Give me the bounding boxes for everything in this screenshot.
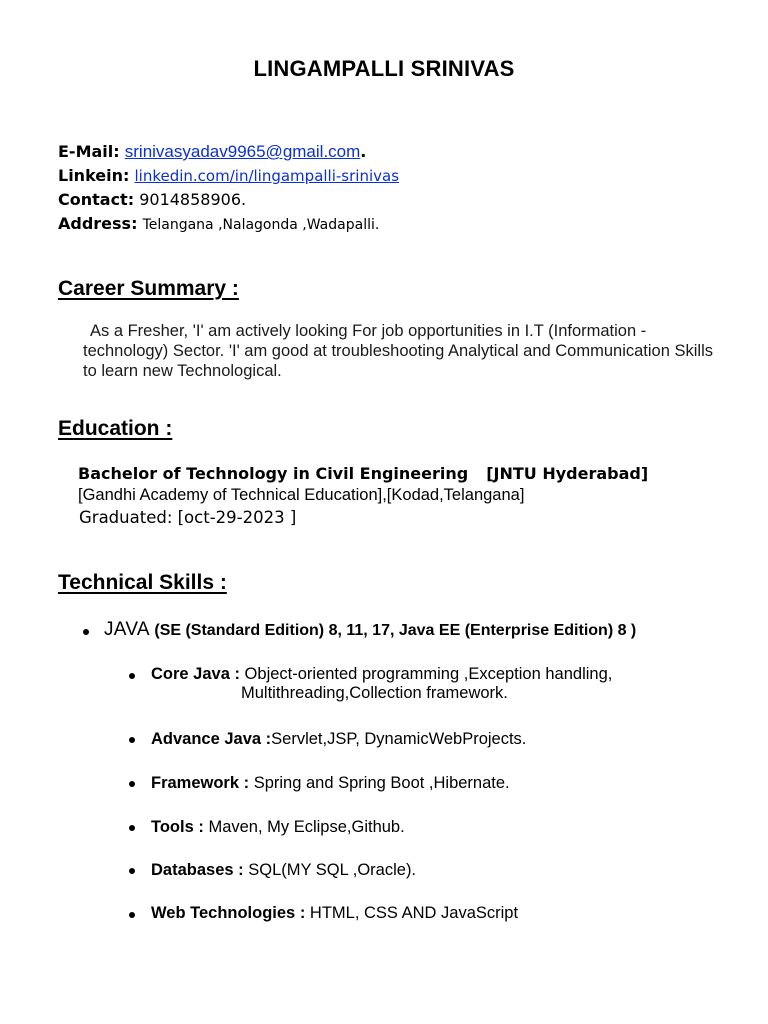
skill-value: Maven, My Eclipse,Github. [203,818,405,836]
bullet-icon [129,912,135,918]
address-label: Address: [58,214,138,233]
skill-label: Tools : [151,818,204,836]
bullet-icon [129,673,135,679]
skill-item-core-java-cont: Multithreading,Collection framework. [241,684,508,702]
email-link[interactable]: srinivasyadav9965@gmail.com [124,142,361,161]
career-summary-heading: Career Summary : [58,277,239,300]
resume-name: LINGAMPALLI SRINIVAS [253,56,515,81]
address-line [58,214,379,233]
java-detail: (SE (Standard Edition) 8, 11, 17, Java EE (Enterprise Edition) 8 ) [154,622,637,639]
technical-skills-heading: Technical Skills : [58,571,227,594]
skill-value: Object-oriented programming ,Exception handling, [239,665,613,683]
skill-item-framework [151,774,510,793]
skill-label: Core Java : [151,665,240,683]
skill-value: Spring and Spring Boot ,Hibernate. [249,774,510,792]
phone-value: 9014858906. [139,190,247,209]
skill-item-advance-java [151,730,526,749]
bullet-icon [129,781,135,787]
bullet-icon [129,868,135,874]
address-value: Telangana ,Nalagonda ,Wadapalli. [142,217,380,233]
skill-item-databases [151,861,416,880]
skill-item-core-java [151,665,612,684]
java-title: JAVA [104,619,150,640]
skill-value: Servlet,JSP, DynamicWebProjects. [271,730,527,748]
education-degree-line [78,464,648,483]
skill-label: Framework : [151,774,250,792]
phone-line [58,190,246,209]
linkedin-link[interactable]: linkedin.com/in/lingampalli-srinivas [134,167,400,185]
education-university: [JNTU Hyderabad] [486,464,649,483]
linkedin-line [58,166,399,185]
education-graduated: Graduated: [oct-29-2023 ] [79,508,297,527]
bullet-icon [83,629,89,635]
career-summary-text: As a Fresher, 'I' am actively looking For job opportunities in I.T (Information -technology) Sector. 'I' am good at troubleshooting Analytical and Communication Skills to learn new Technological. [83,322,713,380]
skill-value: HTML, CSS AND JavaScript [305,904,519,922]
java-line [104,619,636,641]
skill-item-web-technologies [151,904,518,923]
bullet-icon [129,825,135,831]
skill-item-tools [151,818,405,837]
email-suffix: . [360,142,367,161]
skill-label: Web Technologies : [151,904,306,922]
education-college: [Gandhi Academy of Technical Education],[Kodad,Telangana] [78,486,525,504]
education-degree: Bachelor of Technology in Civil Engineering [78,464,469,483]
email-line [58,142,366,162]
bullet-icon [129,737,135,743]
skill-label: Databases : [151,861,244,879]
linkedin-label: Linkein: [58,166,130,185]
phone-label: Contact: [58,190,135,209]
education-heading: Education : [58,417,173,440]
skill-label: Advance Java : [151,730,272,748]
email-label: E-Mail: [58,142,120,161]
skill-value: SQL(MY SQL ,Oracle). [243,861,417,879]
